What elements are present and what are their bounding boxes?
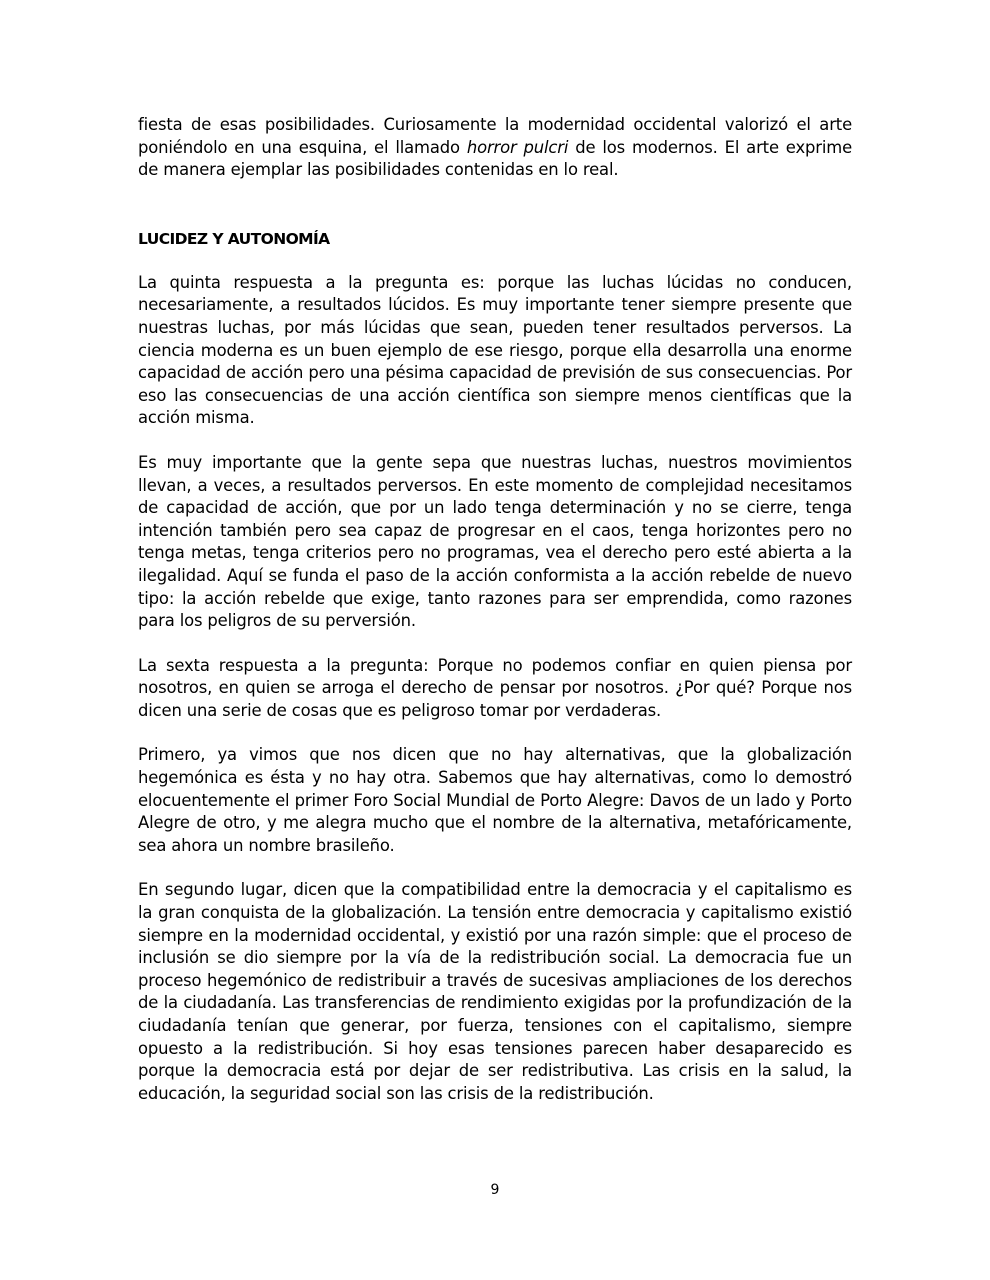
section-heading: LUCIDEZ Y AUTONOMÍA	[138, 229, 330, 248]
intro-text-start: fiesta de esas posibilidades. Curiosamente la modernidad occidental valorizó el arte poniéndolo en una esquina, el llamado	[138, 115, 852, 157]
paragraph-1: La quinta respuesta a la pregunta es: porque las luchas lúcidas no conducen, necesariamente, a resultados lúcidos. Es muy importante tener siempre presente que nuestras luchas, por más lúcidas que sean, pueden tener resultados perversos. La ciencia moderna es un buen ejemplo de ese riesgo, porque ella desarrolla una enorme capacidad de acción pero una pésima capacidad de previsión de sus consecuencias. Por eso las consecuencias de una acción científica son siempre menos científicas que la acción misma.	[138, 272, 852, 428]
paragraph-5: En segundo lugar, dicen que la compatibilidad entre la democracia y el capitalismo es la gran conquista de la globalización. La tensión entre democracia y capitalismo existió siempre en la modernidad occidental, y existió por una razón simple: que el proceso de inclusión se dio siempre por la vía de la redistribución social. La democracia fue un proceso hegemónico de redistribuir a través de sucesivas ampliaciones de los derechos de la ciudadanía. Las transferencias de rendimiento exigidas por la profundización de la ciudadanía tenían que generar, por fuerza, tensiones con el capitalismo, siempre opuesto a la redistribución. Si hoy esas tensiones parecen haber desaparecido es porque la democracia está por dejar de ser redistributiva. Las crisis en la salud, la educación, la seguridad social son las crisis de la redistribución.	[138, 880, 852, 1103]
intro-paragraph	[138, 114, 852, 182]
document-body	[138, 114, 852, 1105]
paragraph-4: Primero, ya vimos que nos dicen que no hay alternativas, que la globalización hegemónica es ésta y no hay otra. Sabemos que hay alternativas, como lo demostró elocuentemente el primer Foro Social Mundial de Porto Alegre: Davos de un lado y Porto Alegre de otro, y me alegra mucho que el nombre de la alternativa, metafóricamente, sea ahora un nombre brasileño.	[138, 745, 852, 855]
intro-italic-term: horror pulcri	[466, 137, 569, 157]
paragraph-3: La sexta respuesta a la pregunta: Porque no podemos confiar en quien piensa por nosotros, en quien se arroga el derecho de pensar por nosotros. ¿Por qué? Porque nos dicen una serie de cosas que es peligroso tomar por verdaderas.	[138, 655, 852, 720]
paragraph-2: Es muy importante que la gente sepa que nuestras luchas, nuestros movimientos llevan, a veces, a resultados perversos. En este momento de complejidad necesitamos de capacidad de acción, que por un lado tenga determinación y no se cierre, tenga intención también pero sea capaz de progresar en el caos, tenga horizontes pero no tenga metas, tenga criterios pero no programas, vea el derecho pero esté abierta a la ilegalidad. Aquí se funda el paso de la acción conformista a la acción rebelde de nuevo tipo: la acción rebelde que exige, tanto razones para ser emprendida, como razones para los peligros de su perversión.	[138, 452, 852, 631]
page-number: 9	[490, 1182, 500, 1198]
intro-text-end: de los modernos. El arte exprime de manera ejemplar las posibilidades contenidas en lo real.	[138, 137, 853, 180]
